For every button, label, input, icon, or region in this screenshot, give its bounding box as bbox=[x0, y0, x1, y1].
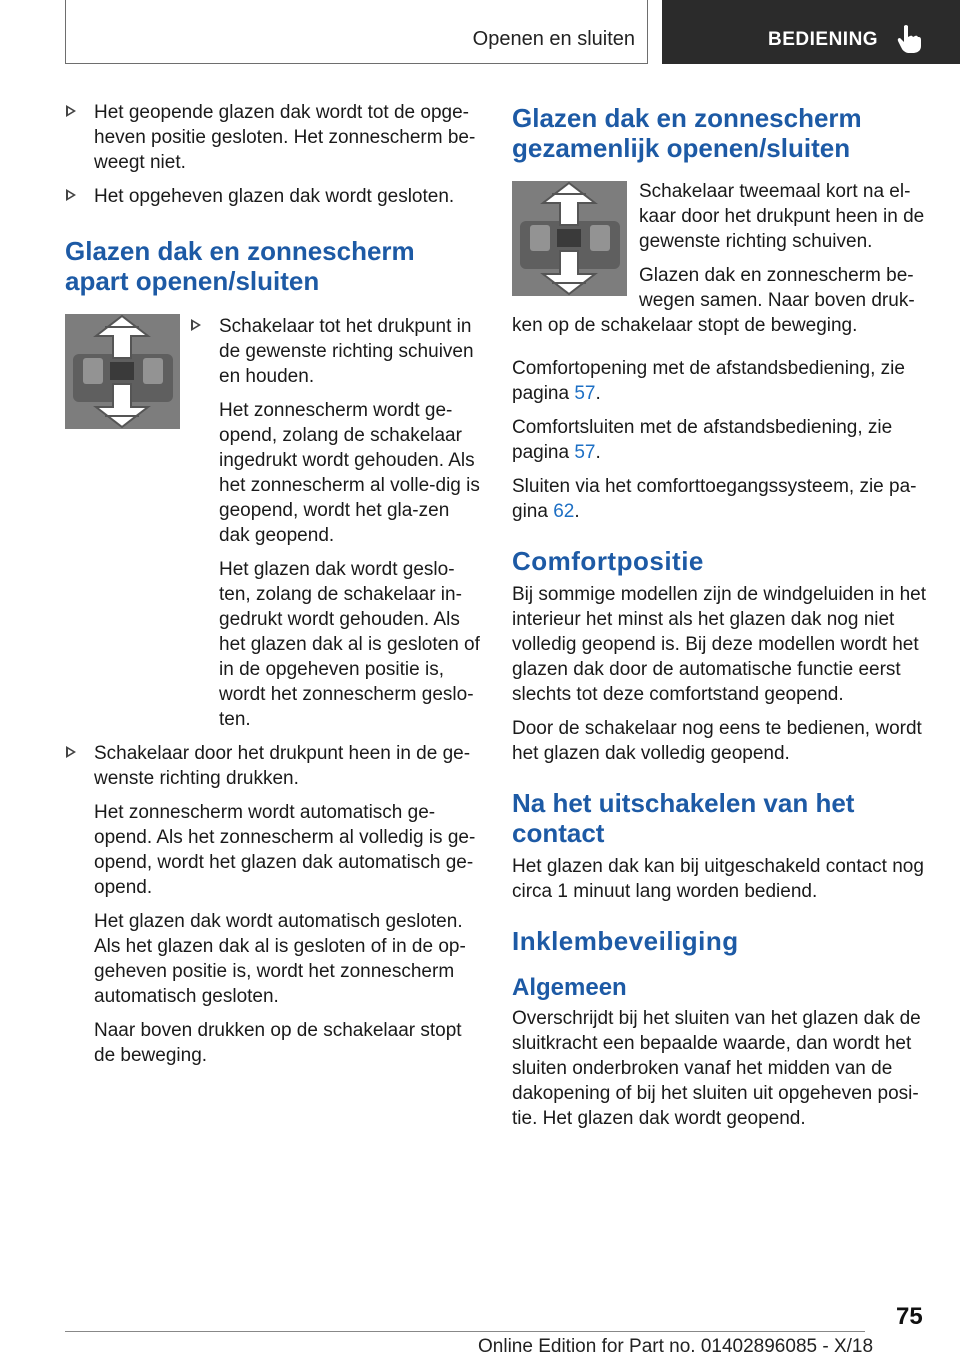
triangle-bullet-icon bbox=[191, 319, 201, 331]
switch-photo bbox=[512, 181, 627, 296]
section-heading: Inklembeveiliging bbox=[512, 926, 739, 956]
triangle-bullet-icon bbox=[66, 746, 76, 758]
header-section-title: Openen en sluiten bbox=[472, 28, 635, 50]
paragraph: Glazen dak en zonnescherm be-wegen samen. Naar boven druk-ken op de schakelaar stopt de beweging. bbox=[512, 265, 915, 336]
list-item-text: Het opgeheven glazen dak wordt gesloten. bbox=[94, 186, 455, 207]
footer-edition: Online Edition for Part no. 01402896085 - X/18 bbox=[478, 1336, 874, 1357]
arrow-up-down-icon bbox=[512, 181, 627, 296]
section-heading: Comfortpositie bbox=[512, 546, 704, 576]
figure-block bbox=[512, 179, 932, 356]
paragraph: Naar boven drukken op de schakelaar stopt de beweging. bbox=[94, 1020, 462, 1066]
paragraph: Het glazen dak wordt geslo-ten, zolang de schakelaar in-gedrukt wordt gehouden. Als het glazen dak al is gesloten of in de opgeheven positie is, wordt het zonnescherm geslo-ten. bbox=[219, 559, 480, 730]
paragraph: Schakelaar tweemaal kort na el-kaar door het drukpunt heen in de gewenste richting schuiven. bbox=[639, 181, 925, 252]
footer-divider bbox=[65, 1331, 865, 1332]
paragraph bbox=[512, 474, 932, 524]
switch-photo bbox=[65, 314, 180, 429]
paragraph: Het glazen dak wordt automatisch gesloten. Als het glazen dak al is gesloten of in de op-geheven positie is, wordt het zonnescherm automatisch gesloten. bbox=[94, 911, 466, 1007]
triangle-bullet-icon bbox=[66, 189, 76, 201]
list-item-text: Het geopende glazen dak wordt tot de opge-heven positie gesloten. Het zonnescherm be-weegt niet. bbox=[94, 102, 476, 173]
figure-text bbox=[192, 314, 480, 741]
paragraph-text: Sluiten via het comforttoegangssysteem, zie pa-gina bbox=[512, 476, 917, 522]
paragraph: Door de schakelaar nog eens te bedienen, wordt het glazen dak volledig geopend. bbox=[512, 718, 922, 764]
right-column bbox=[512, 103, 932, 1140]
paragraph bbox=[512, 356, 932, 406]
header-chapter-title: BEDIENING bbox=[768, 29, 879, 50]
list-item bbox=[190, 314, 480, 389]
paragraph: Overschrijdt bij het sluiten van het glazen dak de sluitkracht een bepaalde waarde, dan wordt het sluiten onderbroken vanaf het midden van de dakopening of bij het sluiten uit opgeheven posi-tie. Het glazen dak wordt geopend. bbox=[512, 1008, 921, 1129]
header-section-box bbox=[65, 0, 648, 64]
paragraph: Het zonnescherm wordt automatisch ge-opend. Als het zonnescherm al volledig is ge-opend, wordt het glazen dak automatisch ge-opend. bbox=[94, 802, 476, 898]
section-heading: Na het uitschakelen van het contact bbox=[512, 788, 855, 848]
page-link-57[interactable]: 57 bbox=[574, 383, 596, 404]
arrow-up-down-icon bbox=[65, 314, 180, 429]
header-chapter-box bbox=[662, 0, 960, 64]
pointing-hand-icon bbox=[895, 24, 923, 54]
list-item bbox=[65, 100, 480, 175]
period: . bbox=[595, 442, 601, 463]
list-item bbox=[65, 741, 480, 791]
triangle-bullet-icon bbox=[66, 105, 76, 117]
figure-block bbox=[65, 314, 480, 741]
list-item-text: Schakelaar tot het drukpunt in de gewenste richting schuiven en houden. bbox=[219, 316, 474, 387]
paragraph: Het zonnescherm wordt ge-opend, zolang de schakelaar ingedrukt wordt gehouden. Als het zonnescherm al volle-dig is geopend, wordt het gla-zen dak geopend. bbox=[219, 400, 480, 546]
period: . bbox=[595, 383, 601, 404]
page-number: 75 bbox=[896, 1303, 923, 1330]
page-link-62[interactable]: 62 bbox=[553, 501, 575, 522]
paragraph-text: Comfortopening met de afstandsbediening, zie pagina bbox=[512, 358, 905, 404]
period: . bbox=[574, 501, 580, 522]
paragraph-text: Comfortsluiten met de afstandsbediening, zie pagina bbox=[512, 417, 893, 463]
paragraph: Het glazen dak kan bij uitgeschakeld contact nog circa 1 minuut lang worden bediend. bbox=[512, 856, 924, 902]
paragraph: Bij sommige modellen zijn de windgeluiden in het interieur het minst als het glazen dak nog niet volledig geopend is. Bij deze modellen wordt het glazen dak door de automatische functie eerst slechts tot deze comfortstand geopend. bbox=[512, 584, 927, 705]
paragraph bbox=[512, 415, 932, 465]
left-column bbox=[65, 100, 480, 1077]
page-link-57[interactable]: 57 bbox=[574, 442, 596, 463]
subsection-heading: Algemeen bbox=[512, 974, 627, 1001]
list-item-text: Schakelaar door het drukpunt heen in de ge-wenste richting drukken. bbox=[94, 743, 471, 789]
section-heading: Glazen dak en zonnescherm apart openen/sluiten bbox=[65, 236, 415, 296]
list-item bbox=[65, 184, 480, 209]
section-heading: Glazen dak en zonnescherm gezamenlijk openen/sluiten bbox=[512, 103, 862, 163]
